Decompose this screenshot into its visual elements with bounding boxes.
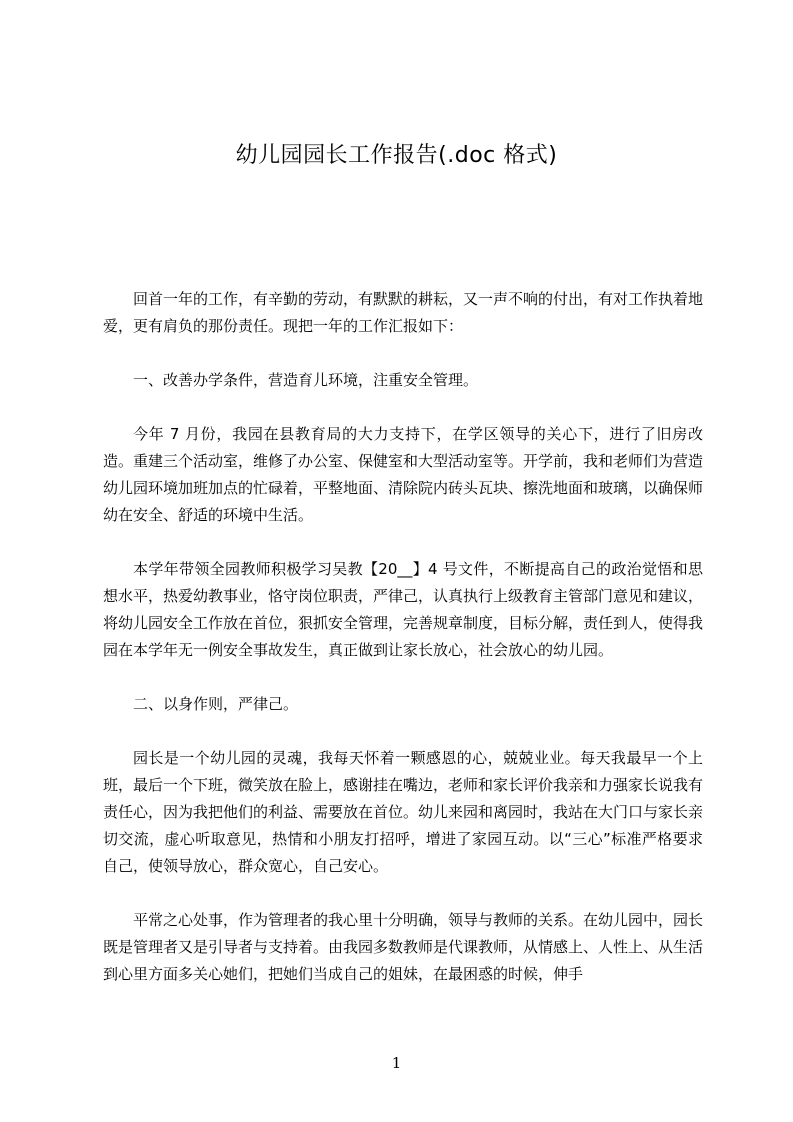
section-heading-2: 二、以身作则，严律己。 <box>133 695 299 713</box>
document-body <box>103 286 703 1015</box>
paragraph-management: 平常之心处事，作为管理者的我心里十分明确，领导与教师的关系。在幼儿园中，园长既是管理者又是引导者与支持着。由我园多数教师是代课教师，从情感上、人性上、从生活到心里方面多关心她们，把她们当成自己的姐妹，在最困惑的时候，伸手 <box>103 911 704 983</box>
section-heading-1: 一、改善办学条件，营造育儿环境，注重安全管理。 <box>133 371 479 389</box>
paragraph-leadership: 园长是一个幼儿园的灵魂，我每天怀着一颗感恩的心，兢兢业业。每天我最早一个上班，最后一个下班，微笑放在脸上，感谢挂在嘴边，老师和家长评价我亲和力强家长说我有责任心，因为我把他们的利益、需要放在首位。幼儿来园和离园时，我站在大门口与家长亲切交流，虚心听取意见，热情和小朋友打招呼，增进了家园互动。以“三心”标准严格要求自己，使领导放心，群众宽心，自己安心。 <box>103 749 704 875</box>
paragraph-intro: 回首一年的工作，有辛勤的劳动，有默默的耕耘，又一声不响的付出，有对工作执着地爱，更有肩负的那份责任。现把一年的工作汇报如下： <box>103 290 704 335</box>
page-number: 1 <box>391 1054 402 1072</box>
paragraph-renovation: 今年 7 月份，我园在县教育局的大力支持下，在学区领导的关心下，进行了旧房改造。重建三个活动室，维修了办公室、保健室和大型活动室等。开学前，我和老师们为营造幼儿园环境加班加点的忙碌着，平整地面、清除院内砖头瓦块、擦洗地面和玻璃，以确保师幼在安全、舒适的环境中生活。 <box>103 425 704 524</box>
paragraph-safety: 本学年带领全园教师积极学习吴教【20__】4 号文件，不断提高自己的政治觉悟和思想水平，热爱幼教事业，恪守岗位职责，严律己，认真执行上级教育主管部门意见和建议，将幼儿园安全工作放在首位，狠抓安全管理，完善规章制度，目标分解，责任到人，使得我园在本学年无一例安全事故发生，真正做到让家长放心，社会放心的幼儿园。 <box>103 560 704 659</box>
document-title: 幼儿园园长工作报告(.doc 格式) <box>235 143 558 168</box>
